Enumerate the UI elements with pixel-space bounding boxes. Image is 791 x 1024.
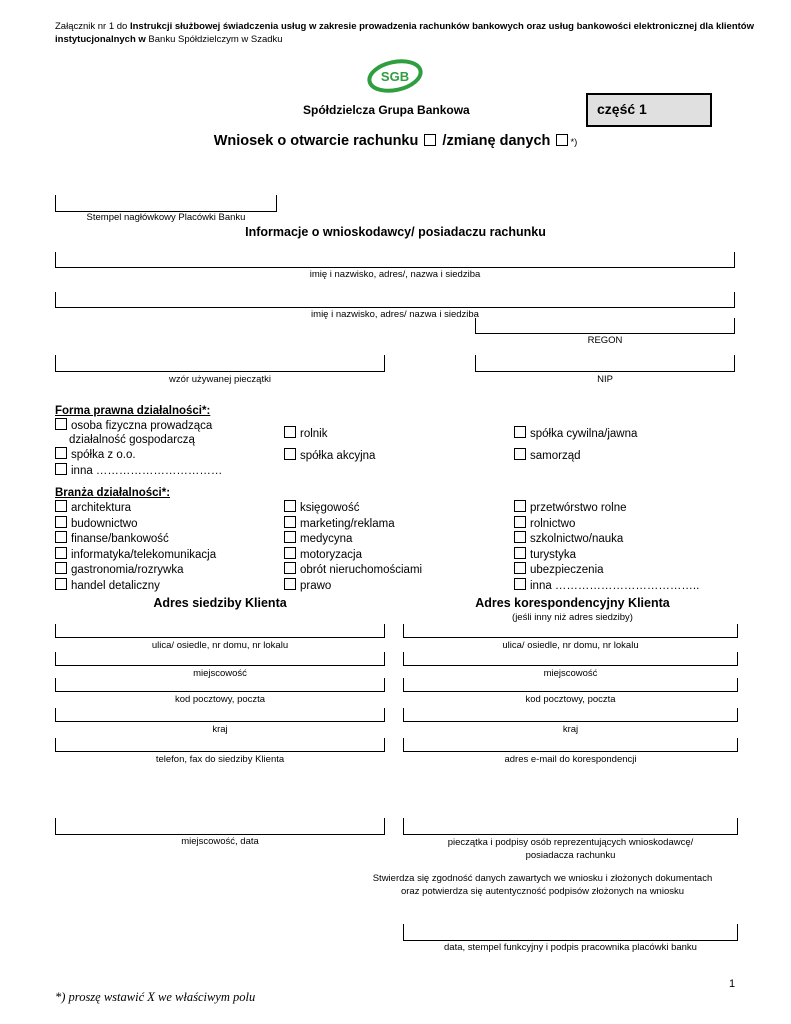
client-signature-caption (403, 836, 738, 862)
bank-stamp-field[interactable] (55, 195, 277, 212)
industry-option[interactable] (55, 531, 216, 547)
option-label: prawo (300, 579, 332, 592)
checkbox[interactable] (514, 547, 526, 559)
option-label: ubezpieczenia (530, 564, 604, 576)
industry-option[interactable] (284, 547, 422, 563)
document-header (55, 20, 755, 46)
option-label: spółka akcyjna (300, 449, 376, 462)
industry-option[interactable] (514, 562, 699, 578)
checkbox[interactable] (514, 516, 526, 528)
checkbox[interactable] (55, 531, 67, 543)
client-signature-caption-1: pieczątka i podpisy osób reprezentujących wnioskodawcę/ (447, 837, 694, 848)
legal-form-heading: Forma prawna działalności*: (55, 405, 211, 417)
industry-option[interactable] (514, 516, 699, 532)
checkbox[interactable] (55, 578, 67, 590)
email-caption: adres e-mail do korespondencji (504, 754, 637, 765)
legal-form-col2 (284, 426, 375, 463)
option-label: informatyka/telekomunikacja (71, 548, 217, 561)
street-field-right[interactable] (403, 624, 738, 638)
employee-caption: data, stempel funkcyjny i podpis pracownika placówki banku (444, 942, 697, 953)
option-sole-trader[interactable] (55, 418, 222, 434)
checkbox[interactable] (514, 562, 526, 574)
employee-signature-field[interactable] (403, 924, 738, 941)
confirmation-line-1: Stwierdza się zgodność danych zawartych we wniosku i złożonych dokumentach (372, 873, 713, 884)
checkbox[interactable] (514, 448, 526, 460)
checkbox[interactable] (55, 500, 67, 512)
place-date-caption: miejscowość, data (181, 836, 259, 847)
option-label: budownictwo (71, 517, 138, 530)
nip-caption: NIP (597, 374, 613, 385)
country-field-right[interactable] (403, 708, 738, 722)
client-signature-field[interactable] (403, 818, 738, 835)
title-change: /zmianę danych (438, 133, 551, 149)
option-label: obrót nieruchomościami (300, 564, 423, 576)
checkbox[interactable] (284, 516, 296, 528)
option-label: osoba fizyczna prowadząca (71, 420, 213, 432)
option-other[interactable] (55, 463, 222, 479)
legal-form-col3 (514, 426, 637, 463)
postal-caption-left: kod pocztowy, poczta (174, 694, 266, 705)
industry-option[interactable] (284, 562, 422, 578)
industry-option[interactable] (514, 500, 699, 516)
seal-field[interactable] (55, 355, 385, 372)
nip-field[interactable] (475, 355, 735, 372)
name-field-2[interactable] (55, 292, 735, 308)
country-field-left[interactable] (55, 708, 385, 722)
industry-option[interactable] (284, 531, 422, 547)
checkbox[interactable] (284, 562, 296, 574)
street-caption-left: ulica/ osiedle, nr domu, nr lokalu (151, 640, 289, 651)
client-signature-caption-2: posiadacza rachunku (525, 850, 616, 861)
option-label: turystyka (530, 548, 577, 561)
name-field-1[interactable] (55, 252, 735, 268)
checkbox[interactable] (55, 447, 67, 459)
industry-option[interactable] (284, 516, 422, 532)
checkbox[interactable] (514, 426, 526, 438)
country-caption-right: kraj (562, 724, 579, 735)
industry-option[interactable] (55, 547, 216, 563)
checkbox[interactable] (514, 500, 526, 512)
phone-caption: telefon, fax do siedziby Klienta (155, 754, 285, 765)
phone-field[interactable] (55, 738, 385, 752)
industry-heading: Branża działalności*: (55, 487, 171, 499)
header-text-2: Banku Spółdzielczym w Szadku (145, 34, 283, 45)
checkbox[interactable] (55, 547, 67, 559)
option-label: inna …………………………… (71, 464, 223, 477)
checkbox[interactable] (284, 448, 296, 460)
organization-name: Spółdzielcza Grupa Bankowa (303, 103, 470, 117)
option-joint-stock[interactable] (284, 448, 375, 464)
industry-option[interactable] (284, 578, 422, 594)
checkbox[interactable] (55, 463, 67, 475)
option-llc[interactable] (55, 447, 222, 463)
option-label: rolnictwo (530, 517, 576, 530)
postal-field-right[interactable] (403, 678, 738, 692)
city-caption-left: miejscowość (193, 668, 247, 679)
option-label: spółka cywilna/jawna (530, 428, 638, 440)
address-right-heading: Adres korespondencyjny Klienta (475, 596, 670, 610)
option-label: medycyna (300, 533, 353, 545)
industry-option[interactable] (514, 531, 699, 547)
address-right-subheading: (jeśli inny niż adres siedziby) (512, 612, 633, 623)
option-label-cont: działalność gospodarczą (69, 433, 195, 446)
street-caption-right: ulica/ osiedle, nr domu, nr lokalu (502, 640, 639, 651)
place-date-field[interactable] (55, 818, 385, 835)
industry-option[interactable] (55, 562, 216, 578)
info-heading: Informacje o wnioskodawcy/ posiadaczu rachunku (245, 225, 546, 239)
checkbox[interactable] (284, 547, 296, 559)
checkbox[interactable] (514, 578, 526, 590)
option-local-government[interactable] (514, 448, 637, 464)
stamp-caption: Stempel nagłówkowy Placówki Banku (86, 212, 246, 223)
industry-option[interactable] (514, 578, 699, 594)
industry-option[interactable] (55, 500, 216, 516)
checkbox[interactable] (55, 418, 67, 430)
title-main: Wniosek o otwarcie rachunku (213, 133, 419, 149)
header-bold-text: Instrukcji służbowej świadczenia usług w zakresie prowadzenia rachunków bankowych oraz usług bankowości elektronicznej dla klientów instytucjonalnych w (55, 21, 754, 45)
part-label: część 1 (597, 101, 647, 117)
option-label: architektura (71, 502, 132, 514)
industry-option[interactable] (55, 578, 216, 594)
industry-col2 (284, 500, 422, 593)
logo-text: SGB (380, 69, 410, 84)
checkbox[interactable] (55, 516, 67, 528)
option-label: szkolnictwo/nauka (530, 533, 624, 545)
option-civil-partnership[interactable] (514, 426, 637, 442)
name-caption-1: imię i nazwisko, adres/, nazwa i siedziba (309, 269, 481, 280)
option-label: przetwórstwo rolne (530, 502, 627, 514)
checkbox[interactable] (284, 578, 296, 590)
option-label: motoryzacja (300, 548, 362, 561)
industry-col1 (55, 500, 216, 593)
title-note: *) (570, 137, 578, 148)
option-label: marketing/reklama (300, 517, 395, 530)
checkbox[interactable] (284, 531, 296, 543)
footnote: *) proszę wstawić X we właściwym polu (55, 990, 256, 1004)
open-account-checkbox[interactable] (424, 134, 436, 146)
checkbox[interactable] (55, 562, 67, 574)
industry-option[interactable] (284, 500, 422, 516)
regon-caption: REGON (587, 335, 623, 346)
address-left-heading: Adres siedziby Klienta (153, 596, 287, 610)
seal-caption: wzór używanej pieczątki (169, 374, 271, 385)
header-text-1: Załącznik nr 1 do (55, 21, 130, 32)
country-caption-left: kraj (212, 724, 228, 735)
sgb-logo (365, 56, 425, 96)
legal-form-col1 (55, 418, 222, 478)
option-label: rolnik (300, 428, 328, 440)
option-label: samorząd (530, 449, 581, 462)
option-label: handel detaliczny (71, 579, 160, 592)
form-title (0, 133, 791, 149)
confirmation-text (340, 872, 745, 898)
option-label: finanse/bankowość (71, 533, 169, 545)
postal-caption-right: kod pocztowy, poczta (525, 694, 616, 705)
city-caption-right: miejscowość (543, 668, 598, 679)
checkbox[interactable] (514, 531, 526, 543)
city-field-left[interactable] (55, 652, 385, 666)
postal-field-left[interactable] (55, 678, 385, 692)
email-field[interactable] (403, 738, 738, 752)
street-field-left[interactable] (55, 624, 385, 638)
option-label: gastronomia/rozrywka (71, 564, 184, 576)
checkbox[interactable] (284, 500, 296, 512)
change-data-checkbox[interactable] (556, 134, 568, 146)
page-number: 1 (729, 978, 736, 990)
option-label: spółka z o.o. (71, 449, 136, 461)
part-box (586, 93, 712, 127)
option-label: inna ……………………………….. (530, 579, 700, 592)
regon-field[interactable] (475, 318, 735, 334)
option-label: księgowość (300, 502, 360, 514)
city-field-right[interactable] (403, 652, 738, 666)
industry-col3 (514, 500, 699, 593)
option-farmer[interactable] (284, 426, 375, 442)
checkbox[interactable] (284, 426, 296, 438)
confirmation-line-2: oraz potwierdza się autentyczność podpisów złożonych na wniosku (400, 886, 685, 897)
name-caption-2: imię i nazwisko, adres/ nazwa i siedziba (311, 309, 479, 320)
industry-option[interactable] (55, 516, 216, 532)
industry-option[interactable] (514, 547, 699, 563)
